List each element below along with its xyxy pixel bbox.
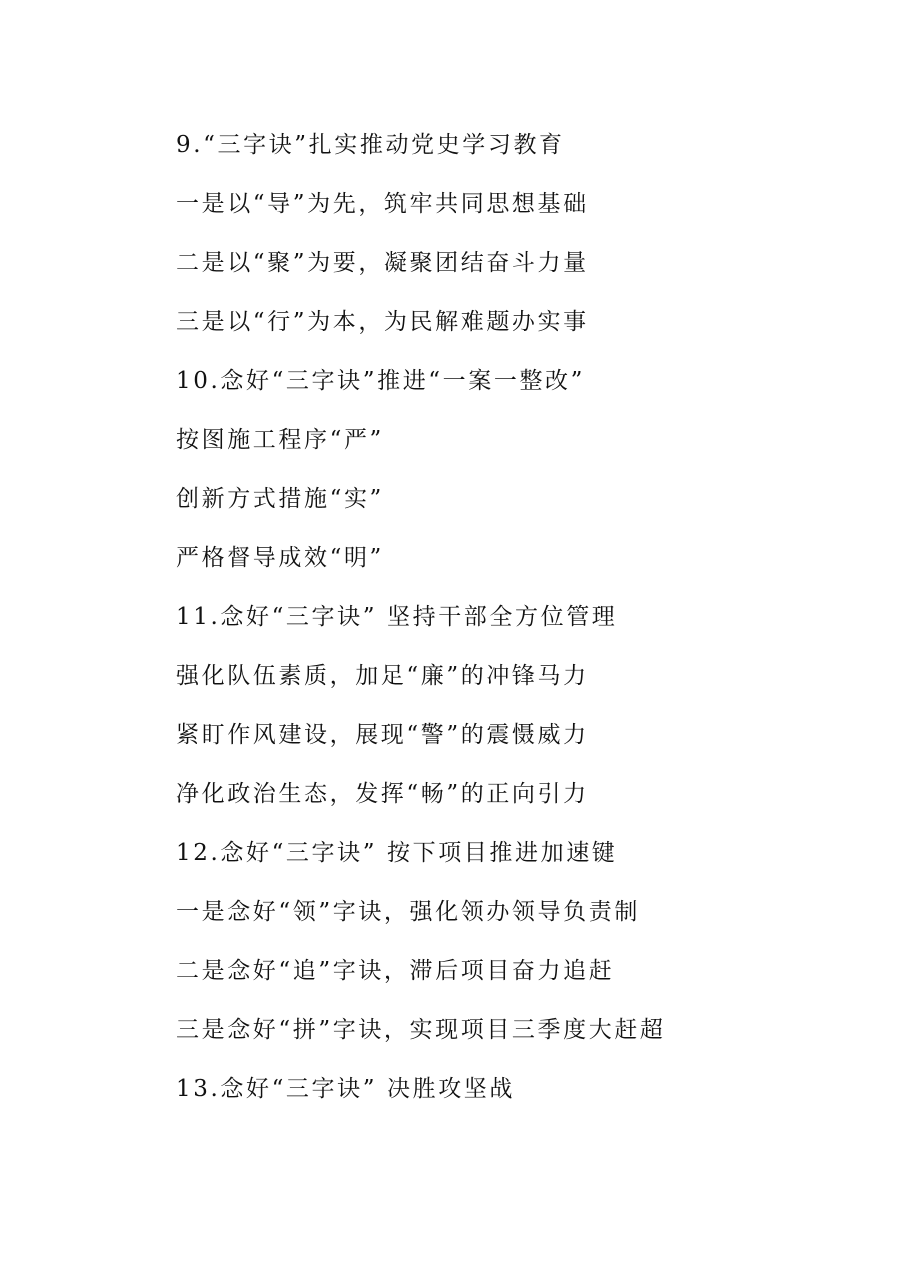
heading-11: 11.念好“三字诀” 坚持干部全方位管理 — [176, 604, 618, 630]
text-line: 一是以“导”为先，筑牢共同思想基础 — [176, 191, 589, 217]
heading-9: 9.“三字诀”扎实推动党史学习教育 — [176, 132, 565, 158]
document-body — [176, 126, 876, 1129]
text-line: 二是以“聚”为要，凝聚团结奋斗力量 — [176, 250, 589, 276]
heading-13: 13.念好“三字诀” 决胜攻坚战 — [176, 1076, 516, 1102]
text-line: 紧盯作风建设，展现“警”的震慑威力 — [176, 722, 589, 748]
text-line: 严格督导成效“明” — [176, 545, 384, 571]
text-line: 强化队伍素质，加足“廉”的冲锋马力 — [176, 663, 589, 689]
heading-12: 12.念好“三字诀” 按下项目推进加速键 — [176, 840, 618, 866]
text-line: 一是念好“领”字诀，强化领办领导负责制 — [176, 899, 640, 925]
text-line: 创新方式措施“实” — [176, 486, 384, 512]
text-line: 三是以“行”为本，为民解难题办实事 — [176, 309, 589, 335]
heading-10: 10.念好“三字诀”推进“一案一整改” — [176, 368, 586, 394]
text-line: 二是念好“追”字诀，滞后项目奋力追赶 — [176, 958, 615, 984]
text-line: 按图施工程序“严” — [176, 427, 384, 453]
text-line: 净化政治生态，发挥“畅”的正向引力 — [176, 781, 589, 807]
text-line: 三是念好“拼”字诀，实现项目三季度大赶超 — [176, 1017, 666, 1043]
